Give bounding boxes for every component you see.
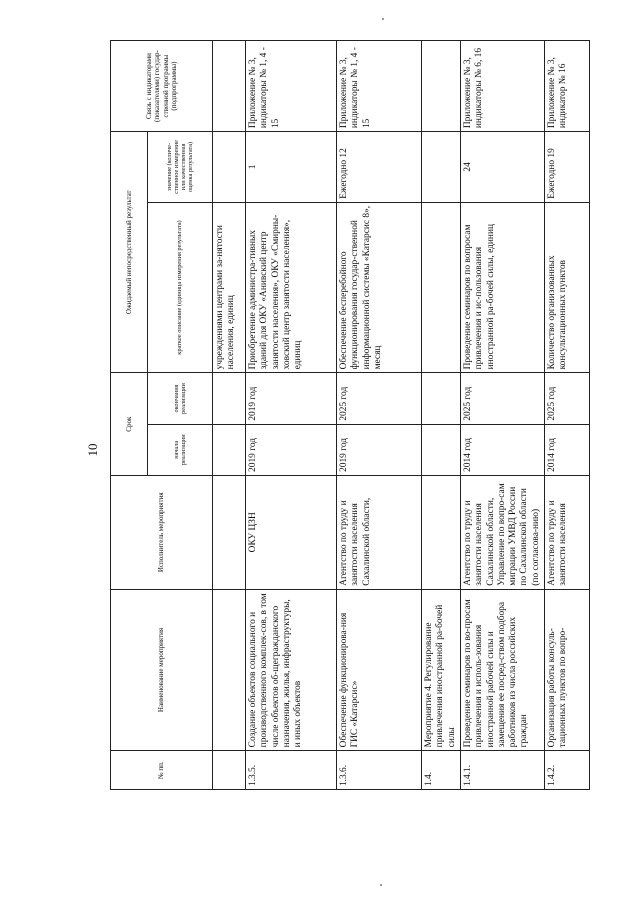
- cell-executor: [422, 475, 461, 589]
- cell-start: 2014 год: [544, 424, 589, 475]
- cell-executor: Агентство по труду и занятости населения Сахалинской области,: [337, 475, 422, 589]
- cell-link: [213, 41, 246, 132]
- cell-link: Приложение № 3, индикаторы № 1, 4 - 15: [246, 41, 337, 132]
- header-num: № пп.: [111, 751, 213, 790]
- cell-start: [213, 424, 246, 475]
- measures-table: [110, 40, 590, 790]
- table-row: [461, 41, 545, 790]
- table-row: [213, 41, 246, 790]
- cell-num: 1.4.2.: [544, 751, 589, 790]
- table-row: [337, 41, 422, 790]
- header-result: Ожидаемый непосредственный результат: [111, 132, 148, 373]
- cell-link: [422, 41, 461, 132]
- table-row: [246, 41, 337, 790]
- cell-value: [422, 132, 461, 203]
- cell-link: Приложение № 3, индикатор № 16: [544, 41, 589, 132]
- header-name: Наименование мероприятия: [111, 589, 213, 751]
- cell-desc: Количество организованных консультационных пунктов: [544, 202, 589, 373]
- cell-link: Приложение № 3, индикаторы № 1, 4 - 15: [337, 41, 422, 132]
- header-row: [111, 41, 148, 790]
- cell-name: Организация работы консуль-тационных пунктов по вопро-: [544, 589, 589, 751]
- cell-num: 1.3.5.: [246, 751, 337, 790]
- cell-desc: Приобретение администра-тивных зданий для ОКУ «Анивский центр занятости населения», ОКУ «Смирны-ховский центр занятости населения», единиц: [246, 202, 337, 373]
- cell-end: 2025 год: [337, 373, 422, 424]
- cell-start: 2019 год: [337, 424, 422, 475]
- scan-speck: [380, 884, 382, 886]
- cell-start: 2019 год: [246, 424, 337, 475]
- cell-executor: ОКУ ЦЗН: [246, 475, 337, 589]
- header-executor: Исполнитель мероприятия: [111, 475, 213, 589]
- cell-executor: Агентство по труду и занятости населения Сахалинской области, Управление по вопро-сам миграции УМВД России по Сахалинской области (по согласова-нию): [461, 475, 545, 589]
- cell-num: 1.4.1.: [461, 751, 545, 790]
- header-term: Срок: [111, 373, 148, 475]
- cell-end: [213, 373, 246, 424]
- cell-name: [213, 589, 246, 751]
- cell-desc: учреждениями центрами за-нятости населения, единиц: [213, 202, 246, 373]
- cell-executor: [213, 475, 246, 589]
- cell-executor: Агентство по труду и занятости населения: [544, 475, 589, 589]
- header-result-desc: краткое описание (единица измерения результата): [148, 202, 213, 373]
- cell-start: 2014 год: [461, 424, 545, 475]
- cell-end: 2025 год: [544, 373, 589, 424]
- cell-end: 2019 год: [246, 373, 337, 424]
- cell-value: Ежегодно 19: [544, 132, 589, 203]
- scan-speck: [382, 18, 384, 20]
- cell-num: 1.4.: [422, 751, 461, 790]
- cell-desc: Обеспечение бесперебойного функционирования государ-ственной информационной системы «Катарсис 8», месяц: [337, 202, 422, 373]
- table-row: [544, 41, 589, 790]
- cell-name: Обеспечение функционирова-ния ГИС «Катарсис»: [337, 589, 422, 751]
- cell-value: Ежегодно 12: [337, 132, 422, 203]
- cell-end: 2025 год: [461, 373, 545, 424]
- header-result-value: значение (количе-ственное измерение или качественная оценка результата): [148, 132, 213, 203]
- page-number: 10: [85, 443, 100, 457]
- cell-value: [213, 132, 246, 203]
- cell-num: [213, 751, 246, 790]
- header-term-end: окончания реализации: [148, 373, 213, 424]
- cell-desc: Проведение семинаров по вопросам привлечения и ис-пользования иностранной ра-бочей силы, единиц: [461, 202, 545, 373]
- header-term-start: начала реализации: [148, 424, 213, 475]
- cell-name: Мероприятие 4. Регулирование привлечения иностранной ра-бочей силы: [422, 589, 461, 751]
- rotated-table-sheet: [110, 40, 620, 790]
- table-row: [422, 41, 461, 790]
- cell-value: 1: [246, 132, 337, 203]
- cell-name: Проведение семинаров по во-просам привлечения и исполь-зования иностранной рабочей силы и замещения ее посред-ством подбора работников из числа российских граждан: [461, 589, 545, 751]
- cell-num: 1.3.6.: [337, 751, 422, 790]
- cell-link: Приложение № 3, индикаторы № 6, 16: [461, 41, 545, 132]
- cell-end: [422, 373, 461, 424]
- header-link: Связь с индикаторами (показателями) государ-ственной программы (подпрограммы): [111, 41, 213, 132]
- cell-start: [422, 424, 461, 475]
- cell-value: 24: [461, 132, 545, 203]
- cell-desc: [422, 202, 461, 373]
- cell-name: Создание объектов социального и производственного комплек-сов, в том числе объектов об-щегражданского назначения, жилья, инфраструктуры, и иных объектов: [246, 589, 337, 751]
